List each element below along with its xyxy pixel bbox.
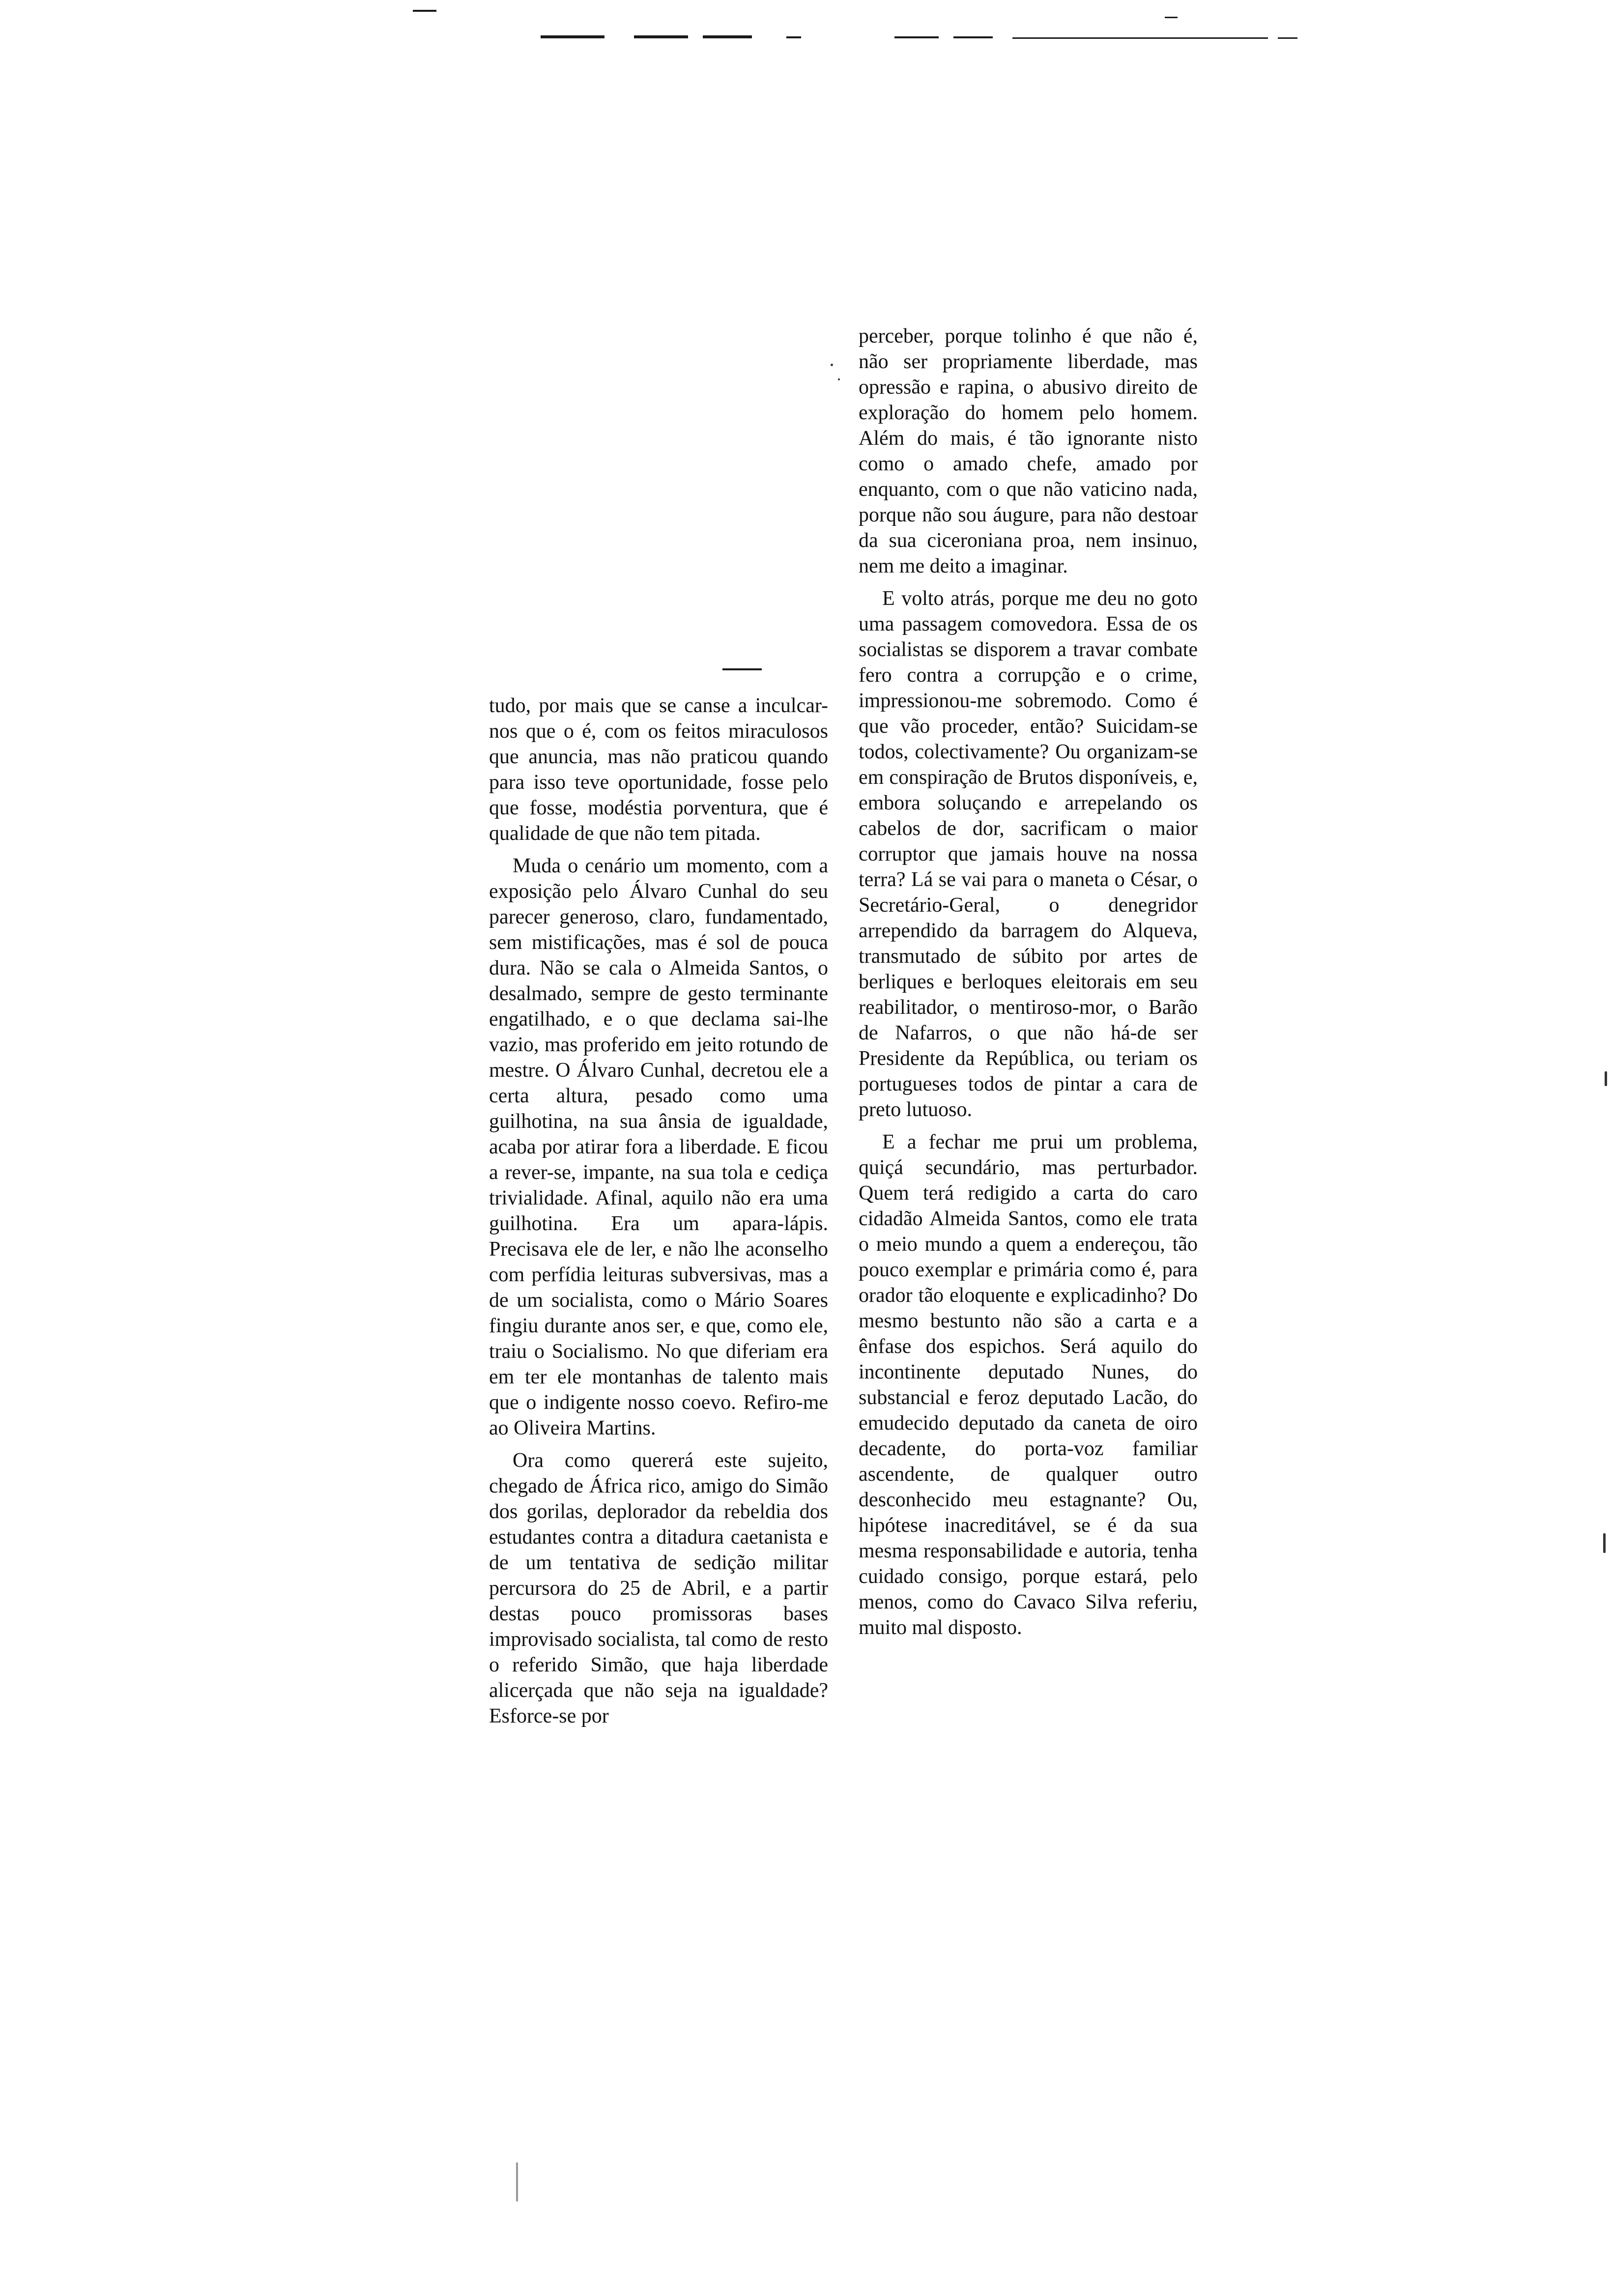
scan-artifact-line: [413, 10, 436, 12]
scan-speck: [1603, 1533, 1606, 1553]
article-paragraph: perceber, porque tolinho é que não é, não ser propriamente liberdade, mas opressão e rapina, o abusivo direito de exploração do homem pelo homem. Além do mais, é tão ignorante nisto como o amado chefe, amado por enquanto, com o que não vaticino nada, porque não sou áugure, para não destoar da sua ciceroniana proa, nem insinuo, nem me deito a imaginar.: [859, 325, 1198, 577]
scan-speck: [516, 2162, 518, 2202]
scan-artifact-line: [1165, 17, 1178, 18]
article-paragraph: E volto atrás, porque me deu no goto uma passagem comovedora. Essa de os socialistas se disporem a travar combate fero contra a corrupção e o crime, impressionou-me sobremodo. Como é que vão proceder, então? Suicidam-se todos, colectivamente? Ou organizam-se em conspiração de Brutos disponíveis, e, embora soluçando e arrepelando os cabelos de dor, sacrificam o maior corruptor que jamais houve na nossa terra? Lá se vai para o maneta o César, o Secretário-Geral, o denegridor arrependido da barragem do Alqueva, transmutado de súbito por artes de berliques e berloques eleitorais em seu reabilitador, o mentiroso-mor, o Barão de Nafarros, o que não há-de ser Presidente da República, ou teriam os portugueses todos de pintar a cara de preto lutuoso.: [859, 587, 1198, 1121]
article-column-right: [859, 323, 1198, 1647]
scan-artifact-line: [634, 35, 688, 38]
scan-speck: [1605, 1071, 1607, 1086]
scan-speck: [838, 378, 840, 380]
scan-artifact-line: [1278, 37, 1297, 39]
scan-artifact-line: [953, 36, 993, 38]
article-paragraph: E a fechar me prui um problema, quiçá secundário, mas perturbador. Quem terá redigido a carta do caro cidadão Almeida Santos, como ele trata o meio mundo a quem a endereçou, tão pouco exemplar e primária como é, para orador tão eloquente e explicadinho? Do mesmo bestunto não são a carta e a ênfase dos espichos. Será aquilo do incontinente deputado Nunes, do substancial e feroz deputado Lacão, do emudecido deputado da caneta de oiro decadente, do porta-voz familiar ascendente, de qualquer outro desconhecido meu estagnante? Ou, hipótese inacreditável, se é da sua mesma responsabilidade e autoria, tenha cuidado consigo, porque estará, pelo menos, como do Cavaco Silva referiu, muito mal disposto.: [859, 1131, 1198, 1639]
scan-artifact-line: [722, 668, 762, 670]
article-column-left: [489, 693, 828, 1736]
scan-artifact-line: [703, 35, 752, 38]
article-paragraph: tudo, por mais que se canse a inculcar-nos que o é, com os feitos miraculosos que anuncia, mas não praticou quando para isso teve oportunidade, fosse pelo que fosse, modéstia porventura, que é qualidade de que não tem pitada.: [489, 694, 828, 845]
article-paragraph: Ora como quererá este sujeito, chegado de África rico, amigo do Simão dos gorilas, deplorador da rebeldia dos estudantes contra a ditadura caetanista e de um tentativa de sedição militar percursora do 25 de Abril, e a partir destas pouco promissoras bases improvisado socialista, tal como de resto o referido Simão, que haja liberdade alicerçada que não seja na igualdade? Esforce-se por: [489, 1449, 828, 1727]
scan-artifact-line: [541, 35, 604, 38]
scan-artifact-line: [786, 36, 801, 38]
scan-artifact-line: [1012, 37, 1268, 39]
scan-speck: [831, 364, 833, 366]
scan-artifact-line: [894, 36, 939, 38]
article-paragraph: Muda o cenário um momento, com a exposição pelo Álvaro Cunhal do seu parecer generoso, claro, fundamentado, sem mistificações, mas é sol de pouca dura. Não se cala o Almeida Santos, o desalmado, sempre de gesto terminante engatilhado, e o que declama sai-lhe vazio, mas proferido em jeito rotundo de mestre. O Álvaro Cunhal, decretou ele a certa altura, pesado como uma guilhotina, na sua ânsia de igualdade, acaba por atirar fora a liberdade. E ficou a rever-se, impante, na sua tola e cediça trivialidade. Afinal, aquilo não era uma guilhotina. Era um apara-lápis. Precisava ele de ler, e não lhe aconselho com perfídia leituras subversivas, mas a de um socialista, como o Mário Soares fingiu durante anos ser, e que, como ele, traiu o Socialismo. No que diferiam era em ter ele montanhas de talento mais que o indigente nosso coevo. Refiro-me ao Oliveira Martins.: [489, 855, 828, 1439]
